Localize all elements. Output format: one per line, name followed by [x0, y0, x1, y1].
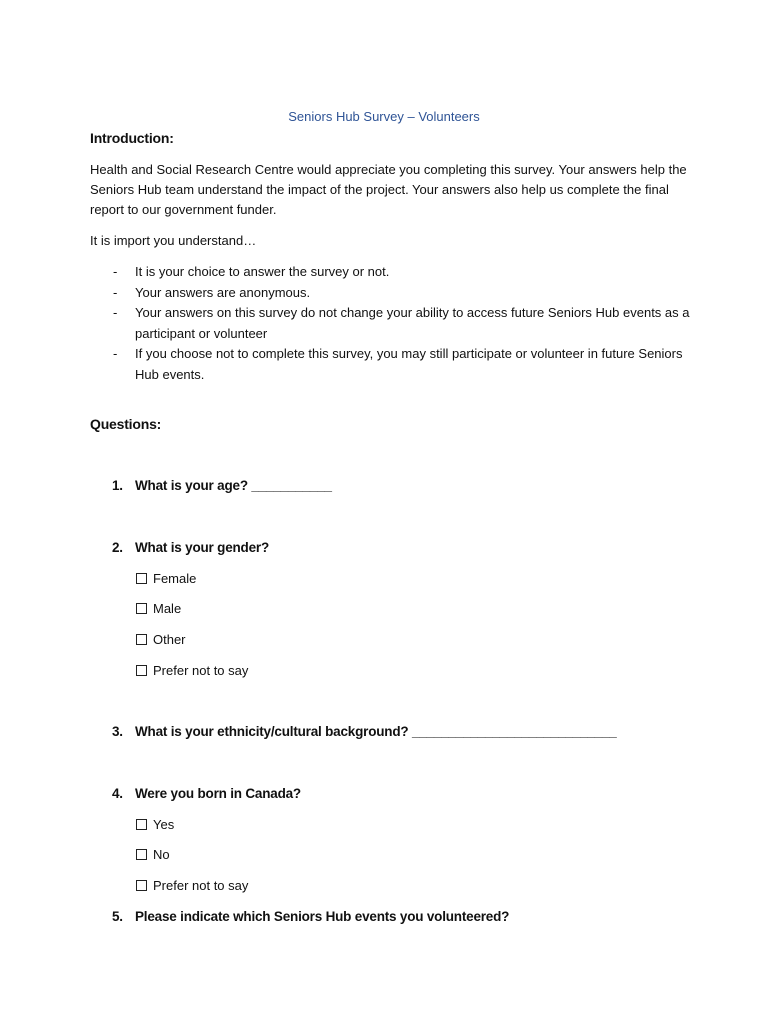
question-number: 3. — [112, 724, 123, 739]
question-text: What is your age? ___________ — [135, 478, 332, 493]
introduction-heading: Introduction: — [90, 130, 174, 146]
question-events-volunteered — [112, 909, 509, 924]
checkbox[interactable] — [136, 634, 147, 645]
option-female[interactable] — [136, 571, 196, 587]
option-label: Other — [153, 632, 186, 647]
question-text: What is your ethnicity/cultural background? ____________________________ — [135, 724, 617, 739]
option-prefer-not-to-say[interactable] — [136, 663, 248, 679]
bullet-item — [90, 262, 690, 283]
question-number: 5. — [112, 909, 123, 924]
question-number: 1. — [112, 478, 123, 493]
checkbox[interactable] — [136, 603, 147, 614]
option-prefer-not-to-say[interactable] — [136, 878, 248, 894]
bullet-item — [90, 283, 690, 304]
bullet-text: Your answers are anonymous. — [135, 284, 311, 300]
option-other[interactable] — [136, 632, 186, 648]
bullet-marker: - — [113, 346, 118, 361]
option-label: No — [153, 847, 170, 862]
option-yes[interactable] — [136, 817, 174, 833]
survey-title: Seniors Hub Survey – Volunteers — [288, 109, 480, 124]
option-label: Yes — [153, 817, 175, 832]
bullet-item — [90, 303, 690, 344]
checkbox[interactable] — [136, 573, 147, 584]
questions-heading: Questions: — [90, 416, 162, 432]
option-no[interactable] — [136, 847, 170, 863]
question-number: 4. — [112, 786, 123, 801]
question-text: Were you born in Canada? — [135, 786, 301, 801]
question-ethnicity — [112, 724, 617, 739]
question-age — [112, 478, 332, 493]
bullet-text: If you choose not to complete this survey, you may still participate or volunteer in future Seniors Hub events. — [135, 346, 683, 382]
bullet-marker: - — [113, 264, 118, 279]
checkbox[interactable] — [136, 849, 147, 860]
checkbox[interactable] — [136, 880, 147, 891]
checkbox[interactable] — [136, 819, 147, 830]
option-male[interactable] — [136, 601, 181, 617]
question-text: What is your gender? — [135, 540, 270, 555]
question-born-in-canada — [112, 786, 301, 801]
checkbox[interactable] — [136, 665, 147, 676]
option-label: Male — [153, 601, 182, 616]
understand-line: It is import you understand… — [90, 233, 257, 248]
option-label: Female — [153, 571, 197, 586]
bullet-list — [90, 262, 690, 385]
bullet-marker: - — [113, 284, 118, 300]
question-gender — [112, 540, 269, 555]
introduction-paragraph: Health and Social Research Centre would appreciate you completing this survey. Your answers help the Seniors Hub team understand the impact of the project. Your answers also help us complete the final report to our government funder. — [90, 162, 687, 217]
bullet-text: Your answers on this survey do not change your ability to access future Seniors Hub events as a participant or volunteer — [135, 305, 690, 341]
option-label: Prefer not to say — [153, 878, 249, 893]
bullet-text: It is your choice to answer the survey or not. — [135, 264, 390, 279]
question-text: Please indicate which Seniors Hub events you volunteered? — [135, 909, 510, 924]
option-label: Prefer not to say — [153, 663, 249, 678]
question-number: 2. — [112, 540, 123, 555]
bullet-item — [90, 344, 690, 385]
bullet-marker: - — [113, 305, 118, 320]
